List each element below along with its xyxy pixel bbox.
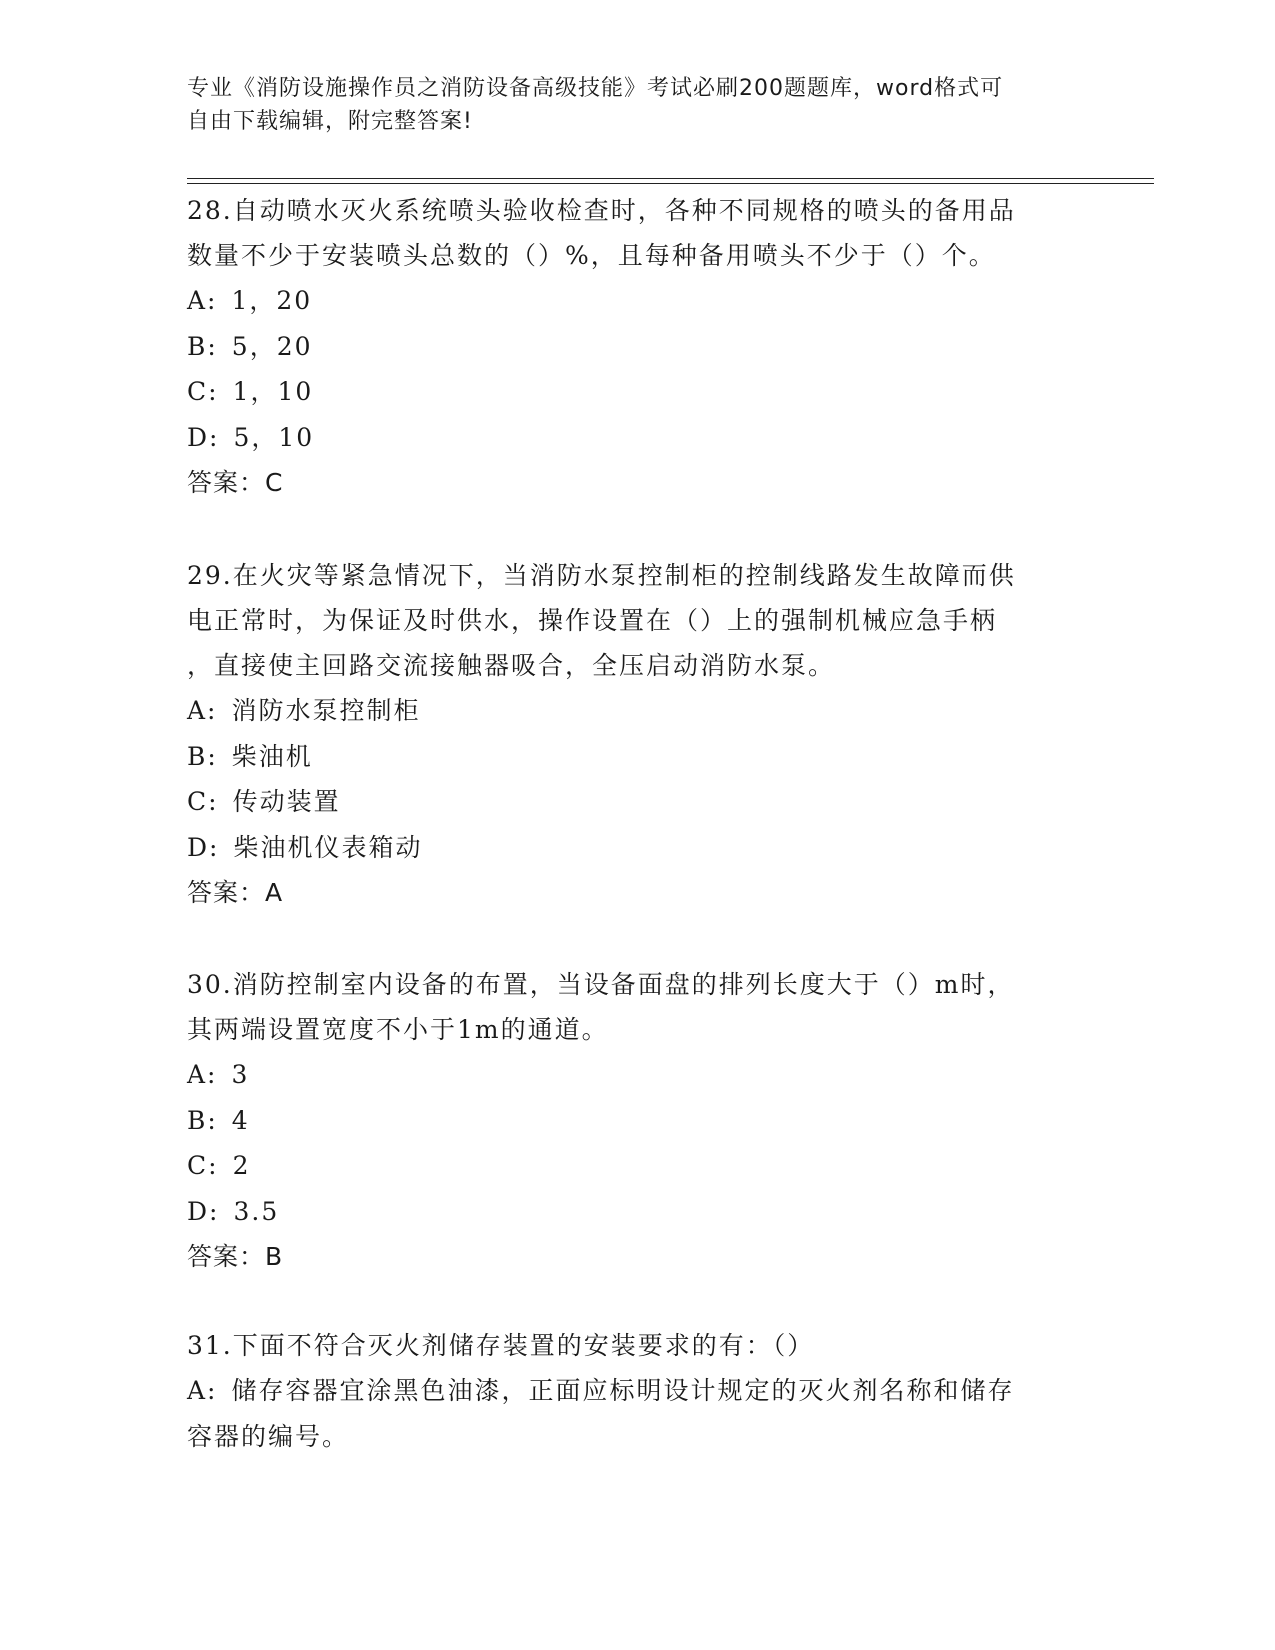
option-letter: B: <box>187 331 218 361</box>
answer-label: 答案：B <box>187 1242 284 1271</box>
option-text: 柴油机 <box>231 741 313 771</box>
option-letter: D: <box>187 832 220 862</box>
question-30 <box>187 962 1087 1279</box>
option-letter: A: <box>187 286 218 315</box>
option-letter: A: <box>187 1060 218 1089</box>
option-b <box>187 1098 1087 1144</box>
question-stem-line: 29.在火灾等紧急情况下，当消防水泵控制柜的控制线路发生故障而供 <box>187 561 1016 590</box>
option-text: 4 <box>231 1105 250 1135</box>
option-c <box>187 369 1087 415</box>
option-d <box>187 415 1087 461</box>
header-divider-top <box>187 178 1154 179</box>
option-text: 3.5 <box>233 1196 280 1226</box>
option-text: 1，10 <box>232 377 314 406</box>
option-text: 柴油机仪表箱动 <box>233 832 423 862</box>
question-stem-line: 电正常时，为保证及时供水，操作设置在（）上的强制机械应急手柄 <box>187 606 998 635</box>
option-text: 消防水泵控制柜 <box>231 696 421 725</box>
option-letter: C: <box>187 787 219 816</box>
option-text: 储存容器宜涂黑色油漆，正面应标明设计规定的灭火剂名称和储存 <box>231 1376 1015 1405</box>
answer-label: 答案：A <box>187 878 284 907</box>
question-stem-line: 30.消防控制室内设备的布置，当设备面盘的排列长度大于（）m时， <box>187 970 1015 999</box>
option-a <box>187 1052 1087 1098</box>
option-letter: C: <box>187 1151 219 1180</box>
option-text: 5，20 <box>231 331 313 361</box>
option-c <box>187 779 1087 825</box>
option-letter: B: <box>187 741 218 771</box>
option-text: 5，10 <box>233 422 315 452</box>
option-letter: A: <box>187 1376 218 1405</box>
option-letter: A: <box>187 696 218 725</box>
question-stem-line: 数量不少于安装喷头总数的（）%，且每种备用喷头不少于（）个。 <box>187 241 996 270</box>
question-29 <box>187 553 1087 915</box>
option-text: 1，20 <box>231 286 313 315</box>
option-b <box>187 734 1087 780</box>
option-b <box>187 324 1087 370</box>
option-text-continuation: 容器的编号。 <box>187 1421 350 1451</box>
question-stem-line: ，直接使主回路交流接触器吸合，全压启动消防水泵。 <box>187 651 836 680</box>
question-stem-line: 其两端设置宽度不小于1m的通道。 <box>187 1015 609 1044</box>
question-stem-line: 31.下面不符合灭火剂储存装置的安装要求的有：（） <box>187 1331 815 1360</box>
option-letter: D: <box>187 1196 220 1226</box>
option-text: 3 <box>231 1060 250 1089</box>
option-text: 2 <box>232 1151 251 1180</box>
option-d <box>187 1189 1087 1235</box>
option-a <box>187 1368 1087 1414</box>
header-divider-bottom <box>187 183 1154 184</box>
option-a <box>187 278 1087 324</box>
option-letter: C: <box>187 377 219 406</box>
option-letter: B: <box>187 1105 218 1135</box>
option-a <box>187 688 1087 734</box>
option-letter: D: <box>187 422 220 452</box>
header-line-2: 自由下载编辑，附完整答案! <box>187 109 473 134</box>
option-c <box>187 1143 1087 1189</box>
option-d <box>187 825 1087 871</box>
document-header <box>187 72 1087 138</box>
question-stem-line: 28.自动喷水灭火系统喷头验收检查时，各种不同规格的喷头的备用品 <box>187 196 1016 225</box>
option-text: 传动装置 <box>232 787 341 816</box>
question-28 <box>187 188 1087 505</box>
header-line-1: 专业《消防设施操作员之消防设备高级技能》考试必刷200题题库，word格式可 <box>187 76 1004 101</box>
answer-label: 答案：C <box>187 468 284 497</box>
question-31 <box>187 1323 1087 1459</box>
